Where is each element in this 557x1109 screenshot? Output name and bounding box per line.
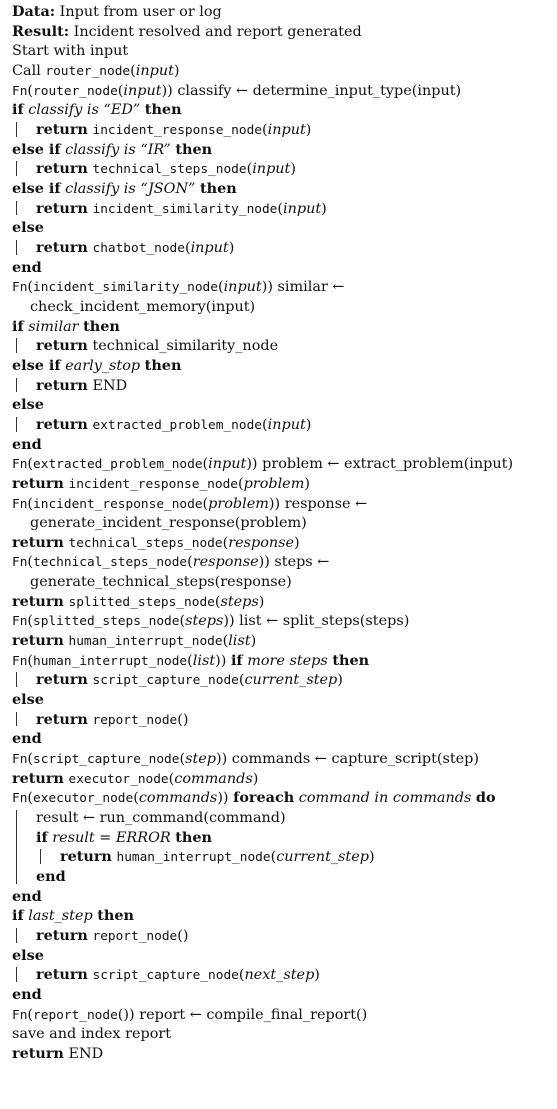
- line-text: ): [305, 121, 312, 138]
- indent-guide-bar: [16, 201, 17, 216]
- keyword: if: [12, 317, 24, 335]
- line-text: (: [238, 672, 245, 689]
- code-identifier: technical_steps_node: [33, 555, 188, 571]
- algorithm-line: [36, 198, 327, 220]
- line-text: (: [27, 1006, 34, 1023]
- italic-term: result = ERROR: [52, 829, 171, 846]
- indent-guide-bar: [16, 338, 17, 353]
- keyword: return: [36, 120, 88, 138]
- algorithm-line: [12, 1043, 103, 1065]
- algorithm-line: [60, 846, 375, 868]
- line-text: result ← run_command(command): [36, 810, 286, 827]
- line-text: (: [130, 62, 136, 79]
- italic-term: commands: [138, 790, 218, 807]
- line-text: )): [217, 790, 234, 807]
- line-text: Incident resolved and report generated: [69, 23, 362, 40]
- indent-guide-bar: [16, 122, 17, 137]
- code-identifier: incident_response_node: [92, 122, 262, 138]
- keyword: return: [36, 160, 88, 178]
- line-text: (: [261, 121, 268, 138]
- keyword: end: [12, 435, 42, 453]
- line-text: technical_similarity_node: [87, 338, 279, 355]
- line-text: ()) report ← compile_final_report(): [117, 1006, 368, 1023]
- keyword: return: [36, 671, 88, 689]
- italic-term: input: [208, 456, 247, 473]
- line-text: ): [368, 849, 375, 866]
- line-text: )) list ← split_steps(steps): [223, 613, 410, 630]
- italic-term: problem: [243, 475, 305, 492]
- italic-term: steps: [220, 593, 259, 610]
- indent-guide-bar: [16, 928, 17, 943]
- line-text: save and index report: [12, 1026, 172, 1043]
- line-text: ): [305, 416, 312, 433]
- italic-term: next_step: [244, 967, 315, 984]
- italic-term: input: [283, 200, 322, 217]
- keyword: return: [12, 769, 64, 787]
- keyword: return: [12, 474, 64, 492]
- line-text: generate_incident_response(problem): [30, 515, 307, 532]
- italic-term: input: [135, 62, 174, 79]
- keyword: else: [12, 219, 44, 237]
- indent-guide-bar: [16, 240, 17, 255]
- keyword: return: [36, 415, 88, 433]
- code-identifier: Fn: [12, 457, 28, 473]
- italic-term: more steps: [247, 652, 328, 669]
- keyword: return: [60, 848, 112, 866]
- italic-term: input: [267, 121, 306, 138]
- line-text: (: [261, 416, 268, 433]
- code-identifier: human_interrupt_node: [33, 653, 188, 669]
- code-identifier: technical_steps_node: [92, 162, 247, 178]
- keyword: if: [36, 828, 48, 846]
- keyword: return: [36, 376, 88, 394]
- line-text: ): [173, 62, 180, 79]
- code-identifier: executor_node: [33, 791, 134, 807]
- line-text: )) problem ← extract_problem(input): [246, 456, 514, 473]
- code-identifier: report_node: [92, 712, 178, 728]
- keyword: foreach: [233, 789, 295, 807]
- italic-term: command in commands: [298, 790, 472, 807]
- line-text: END: [87, 377, 128, 394]
- keyword: end: [12, 258, 42, 276]
- keyword: if: [12, 907, 24, 925]
- code-identifier: Fn: [12, 555, 28, 571]
- keyword: else: [12, 946, 44, 964]
- keyword: if: [12, 101, 24, 119]
- line-text: )) classify ← determine_input_type(input): [161, 82, 462, 99]
- line-text: (: [202, 495, 209, 512]
- line-text: (: [117, 82, 124, 99]
- algorithm-line: [36, 709, 188, 731]
- indent-guide-bar: [16, 672, 17, 687]
- code-identifier: chatbot_node: [92, 240, 185, 256]
- code-identifier: Fn: [12, 1007, 28, 1023]
- line-text: ): [304, 475, 310, 492]
- keyword: then: [200, 179, 237, 197]
- keyword: else if: [12, 140, 61, 158]
- code-identifier: script_capture_node: [92, 968, 239, 984]
- keyword: do: [475, 789, 496, 807]
- code-identifier: script_capture_node: [33, 752, 180, 768]
- code-identifier: Fn: [12, 653, 28, 669]
- line-text: (: [27, 613, 34, 630]
- line-text: ): [314, 967, 320, 984]
- algorithm-line: [36, 237, 234, 259]
- algorithm-line: [36, 375, 127, 397]
- italic-term: commands: [174, 770, 253, 787]
- indent-guide-bar: [16, 417, 17, 432]
- italic-term: classify is “IR”: [65, 141, 171, 158]
- line-text: Call: [12, 62, 46, 79]
- line-text: ): [250, 633, 257, 650]
- code-identifier: router_node: [45, 63, 131, 79]
- keyword: end: [12, 730, 42, 748]
- italic-term: input: [223, 279, 262, 296]
- line-text: (: [133, 790, 139, 807]
- italic-term: problem: [208, 495, 269, 512]
- code-identifier: router_node: [33, 83, 118, 99]
- code-identifier: script_capture_node: [92, 673, 239, 689]
- code-identifier: extracted_problem_node: [92, 417, 262, 433]
- keyword: then: [97, 907, 135, 925]
- code-identifier: human_interrupt_node: [116, 850, 271, 866]
- code-identifier: Fn: [12, 752, 28, 768]
- line-text: (: [27, 751, 34, 768]
- indent-guide-bar: [16, 712, 17, 727]
- line-text: (: [27, 554, 34, 571]
- line-text: (: [27, 790, 34, 807]
- keyword: return: [36, 710, 88, 728]
- code-identifier: incident_response_node: [33, 496, 203, 512]
- keyword: else if: [12, 179, 61, 197]
- italic-term: input: [123, 82, 162, 99]
- italic-term: early_stop: [65, 357, 141, 374]
- line-text: )): [215, 652, 231, 669]
- italic-term: steps: [185, 613, 224, 630]
- code-identifier: incident_similarity_node: [92, 201, 278, 217]
- algorithm-line: [36, 669, 343, 691]
- italic-term: step: [185, 751, 216, 768]
- indent-guide-bar: [40, 849, 41, 864]
- line-text: )) response ←: [268, 495, 368, 512]
- keyword: end: [36, 868, 66, 886]
- italic-term: input: [267, 416, 306, 433]
- line-text: generate_technical_steps(response): [30, 574, 292, 591]
- line-text: (: [27, 279, 34, 296]
- line-text: (: [179, 613, 186, 630]
- line-text: )) steps ←: [258, 554, 330, 571]
- line-text: ): [258, 593, 265, 610]
- line-text: (): [177, 711, 189, 728]
- keyword: return: [36, 238, 88, 256]
- line-text: (: [238, 967, 245, 984]
- algorithm-line: [36, 925, 188, 947]
- code-identifier: Fn: [12, 496, 28, 512]
- line-text: (: [27, 456, 34, 473]
- code-identifier: Fn: [12, 791, 28, 807]
- keyword: end: [12, 986, 42, 1003]
- keyword: return: [12, 632, 64, 650]
- code-identifier: technical_steps_node: [68, 535, 223, 551]
- italic-term: response: [228, 534, 295, 551]
- keyword: then: [175, 140, 213, 158]
- line-text: (: [202, 456, 209, 473]
- line-text: (): [177, 928, 189, 945]
- keyword: else if: [12, 356, 61, 374]
- algorithm-line: [36, 964, 320, 986]
- line-text: (: [27, 652, 34, 669]
- line-text: (: [222, 633, 229, 650]
- keyword: then: [175, 828, 213, 846]
- line-text: ): [228, 239, 235, 256]
- indent-guide-bar: [16, 967, 17, 982]
- code-identifier: Fn: [12, 280, 28, 296]
- italic-term: current_step: [276, 849, 369, 866]
- code-identifier: incident_similarity_node: [33, 280, 218, 296]
- keyword: if: [230, 651, 243, 669]
- keyword: else: [12, 691, 44, 709]
- line-text: (: [179, 751, 186, 768]
- line-text: Start with input: [12, 43, 129, 60]
- line-text: Input from user or log: [55, 4, 222, 20]
- keyword: Result:: [12, 22, 70, 40]
- italic-term: list: [192, 652, 216, 669]
- code-identifier: report_node: [92, 929, 178, 945]
- line-text: ): [321, 200, 327, 217]
- italic-term: input: [252, 161, 291, 178]
- line-text: (: [270, 849, 277, 866]
- keyword: return: [36, 966, 88, 984]
- keyword: then: [144, 101, 182, 119]
- code-identifier: executor_node: [68, 771, 169, 787]
- code-identifier: incident_response_node: [68, 476, 238, 492]
- keyword: return: [36, 199, 88, 217]
- code-identifier: Fn: [12, 614, 28, 630]
- line-text: )) similar ←: [261, 279, 345, 296]
- code-identifier: splitted_steps_node: [33, 614, 180, 630]
- italic-term: list: [228, 633, 251, 650]
- line-text: ): [337, 672, 343, 689]
- italic-term: classify is “ED”: [28, 102, 141, 119]
- line-text: (: [27, 82, 34, 99]
- indent-guide-bar: [16, 161, 17, 176]
- keyword: return: [36, 337, 88, 355]
- line-text: (: [277, 200, 284, 217]
- italic-term: similar: [28, 318, 79, 335]
- keyword: then: [83, 317, 120, 335]
- italic-term: current_step: [244, 672, 338, 689]
- line-text: END: [63, 1045, 104, 1062]
- line-text: (: [184, 239, 191, 256]
- indent-guide-bar: [16, 810, 17, 884]
- keyword: return: [36, 927, 88, 945]
- line-text: (: [217, 279, 224, 296]
- line-text: )) commands ← capture_script(step): [215, 751, 479, 768]
- keyword: else: [12, 396, 44, 414]
- line-text: (: [187, 652, 193, 669]
- italic-term: response: [192, 554, 259, 571]
- code-identifier: extracted_problem_node: [33, 457, 203, 473]
- line-text: (: [246, 161, 253, 178]
- line-text: ): [294, 534, 300, 551]
- keyword: Data:: [12, 3, 56, 20]
- line-text: ): [252, 770, 259, 787]
- code-identifier: report_node: [33, 1007, 118, 1023]
- code-identifier: Fn: [12, 83, 28, 99]
- line-text: ): [290, 161, 296, 178]
- line-text: (: [237, 475, 244, 492]
- line-text: (: [187, 554, 193, 571]
- italic-term: input: [190, 239, 229, 256]
- line-text: (: [222, 534, 229, 551]
- indent-guide-bar: [16, 378, 17, 393]
- line-text: (: [214, 593, 221, 610]
- line-text: check_incident_memory(input): [30, 298, 256, 315]
- keyword: return: [12, 592, 64, 610]
- italic-term: last_step: [28, 908, 93, 925]
- keyword: then: [332, 651, 370, 669]
- line-text: (: [168, 770, 175, 787]
- code-identifier: human_interrupt_node: [68, 634, 223, 650]
- keyword: return: [12, 533, 64, 551]
- code-identifier: splitted_steps_node: [68, 594, 215, 610]
- algorithm-line: [36, 414, 311, 436]
- italic-term: classify is “JSON”: [65, 180, 196, 197]
- keyword: end: [12, 887, 42, 905]
- line-text: (: [27, 495, 34, 512]
- keyword: then: [144, 356, 182, 374]
- keyword: return: [12, 1044, 64, 1062]
